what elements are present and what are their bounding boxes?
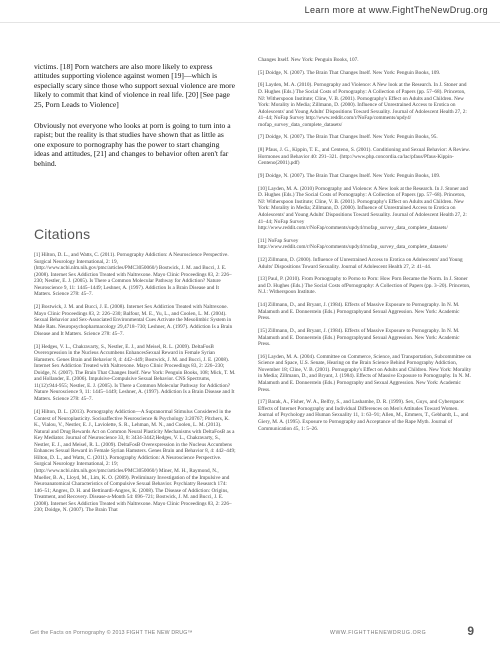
website-link[interactable]: Learn more at www.FightTheNewDrug.org	[304, 5, 488, 15]
citation-item: [16] Layden, M. A. (2004). Committee on Commerce, Science, and Transportation, Subcommittee on Science and Space, U.S. Senate, Hearing on the Brain Science Behind Pornography Addiction, November 18; Cline, V. B. (2001). Pornography's Effect on Adults and Children. New York: Morality in Media; Zillmann, D., and Bryant, J. (1984). Effects of Massive Exposure to Pornography. In N. M. Malamuth and E. Donnerstein (Eds.) Pornography and Sexual Aggression. New York: Academic Press.	[258, 353, 472, 393]
intro-paragraph-2: Obviously not everyone who looks at porn is going to turn into a rapist; but the reality is that studies have shown that as little as one exposure to pornography has the power to start changing ideas and attitudes, [21] and changes to behavior often aren't far behind.	[34, 121, 231, 168]
citation-item: [13] Paul, P. (2010). From Pornography to Porno to Porn: How Porn Became the Norm. In J. Stoner and D. Hughes (Eds.) The Social Costs ofPornography: A Collection of Papers (pp. 3–20). Princeton, N.J.: Witherspoon Institute.	[258, 276, 471, 296]
right-column	[258, 57, 472, 438]
citation-item: [9] Doidge, N. (2007). The Brain That Changes Itself. New York: Penguin Books, 109.	[258, 173, 441, 180]
citation-item: [17] Barak, A., Fisher, W. A., Belfry, S., and Lashambe, D. R. (1999). Sex, Guys, and Cyberspace: Effects of Internet Pornography and Individual Differences on Men's Attitudes Toward Women. Journal of Psychology and Human Sexuality 11, 1: 63–91; Allen, M., Emmers, T., Gebhardt, L., and Giery, M. A. (1995). Exposure to Pornography and Acceptance of the Rape Myth. Journal of Communication 45, 1: 5–26.	[258, 399, 469, 432]
citation-item: [6] Layden, M. A. (2010). Pornography and Violence: A New look at the Research. In J. Stoner and D. Hughes (Eds.) The Social Costs of Pornography: A Collection of Papers (pp. 57–68). Princeton, NJ: Witherspoon Institute; Cline, V. B. (2001). Pornography's Effect on Adults and Children. New York: Morality in Media; Zillmann, D. (2000). Influence of Unrestrained Access to Erotica on Adolescents' and Young Adults' Dispositions Toward Sexuality. Journal of Adolescent Health 27, 2: 41–44; NoFap Survey http://www.reddit.com/r/NoFap/comments/updy4/ rnofap_survey_data_complete_datasets/	[258, 82, 467, 128]
citation-item: [3] Hedges, V. L., Chakravarty, S., Nestler, E. J., and Meisel, R. L. (2009). DeltaFosB Overexpression in the Nucleus Accumbens EnhancesSexual Reward in Female Syrian Hamsters. Genes Brain and Behavior 8, 4: 442–449; Bostwick, J. M. and Bucci, J. E. (2008). Internet Sex Addiction Treated with Naltrexone. Mayo Clinic Proceedings 83, 2: 226–230; Doidge, N. (2007). The Brain That Changes Itself. New York: Penguin Books, 108; Mick, T. M. and Hollander, E. (2006). Impulsive-Compulsive Sexual Behavior. CNS Spectrums, 11(12):944-955; Nestler, E. J. (2005). Is There a Common Molecular Pathway for Addiction? Nature Neuroscience 9, 11: 1445–1449; Leshner, A. (1997). Addiction Is a Brain Disease and It Matters. Science 278: 45–7.	[34, 343, 236, 402]
left-column	[34, 62, 236, 520]
citation-item: [10] Layden, M. A. (2010) Pornography and Violence: A New look at the Research. In J. Stoner and D. Hughes (Eds.) The Social Costs of Pornography: A Collection of Papers (pp. 57–68). Princeton, NJ: Witherspoon Institute; Cline, V. B. (2001). Pornography's Effect on Adults and Children. New York: Morality in Media; Zillmann, D. (2000). Influence of Unrestrained Access to Erotica on Adolescents' and Young Adults' Dispositions Toward Sexuality. Journal of Adolescent Health 27, 2: 41–44; NoFap Survey http://www.reddit.com/r/NoFap/comments/updy4/rnofap_survey_data_complete_datasets/	[258, 185, 468, 232]
page-number: 9	[467, 624, 474, 638]
citation-item: [15] Zillmann, D., and Bryant, J. (1984). Effects of Massive Exposure to Pornography. In N. M. Malamuth and E. Donnerstein (Eds.) Pornographyand Sexual Aggression. New York: Academic Press.	[258, 328, 460, 348]
citation-item: [11] NoFap Survey http://www.reddit.com/r/NoFap/comments/updy4/rnofap_survey_data_complete_datasets/	[258, 237, 448, 251]
footer-website: WWW.FIGHTTHENEWDRUG.ORG	[330, 630, 427, 636]
intro-paragraph-1: victims. [18] Porn watchers are also more likely to express attitudes supporting violence against women [19]—which is especially scary since those who support sexual violence are more likely to commit that kind of violence in real life. [20] [See page 25, Porn Leads to Violence]	[34, 62, 235, 109]
page-footer	[0, 623, 500, 647]
citation-item: [8] Pfaus, J. G., Kippin, T. E., and Centeno, S. (2001). Conditioning and Sexual Behavior: A Review. Hormones and Behavior 40: 291–321. (http://www.php.concordia.ca/lac/pfaus/Pfaus-Kippin-Centeno(2001).pdf)	[258, 147, 471, 167]
citation-item: [7] Doidge, N. (2007). The Brain That Changes Itself. New York: Penguin Books, 95.	[258, 134, 438, 141]
citation-item: [14] Zillmann, D., and Bryant, J. (1984). Effects of Massive Exposure to Pornography. In N. M. Malamuth and E. Donnerstein (Eds.) Pornographyand Sexual Aggression. New York: Academic Press.	[258, 302, 460, 322]
citation-item: [12] Zillmann, D. (2000). Influence of Unrestrained Access to Erotica on Adolescents' and Young Adults' Dispositions Toward Sexuality. Journal of Adolescent Health 27, 2: 41–44.	[258, 257, 463, 270]
citation-item: [4] Hilton, D. L. (2013). Pornography Addiction—A Supranormal Stimulus Considered in the Context of Neuroplasticity. Socioaffective Neuroscience & Psychology 3:20767; Pitchers, K. K., Vialou, V., Nestler, E. J., Laviolette, S. R., Lehman, M. N., and Coolen, L. M. (2013). Natural and Drug Rewards Act on Common Neural Plasticity Mechanisms with DeltaFosB as a Key Mediator. Journal of Neuroscience 33, 8: 3434-3442;Hedges, V. L., Chakravarty, S., Nestler, E. J., and Meisel, R. L. (2009). DeltaFosB Overexpression in the Nucleus Accumbens Enhances Sexual Reward in Female Syrian Hamsters. Genes Brain and Behavior 8, 4: 442–449; Hilton, D. L., and Watts, C. (2011). Pornography Addiction: A Neuroscience Perspective. Surgical Neurology International, 2: 19; (http://www.ncbi.nlm.nih.gov/pmc/articles/PMC3050060/) Miner, M. H., Raymond, N., Mueller, B. A., Lloyd, M., Lim, K. O. (2009). Preliminary Investigation of the Impulsive and Neuroanatomical Characteristics of Compulsive Sexual Behavior. Psychiatry Research 174: 146–51; Angres, D. H. and Bettinardi-Angres, K. (2008). The Disease of Addiction: Origins, Treatment, and Recovery. Disease-a-Month 54: 696–721; Bostwick, J. M. and Bucci, J. E. (2008). Internet Sex Addiction Treated with Naltrexone. Mayo Clinic Proceedings 83, 2: 226–230; Doidge, N. (2007). The Brain That	[34, 409, 236, 514]
footer-copyright: Get the Facts on Pornography © 2013 FIGHT THE NEW DRUG™	[30, 630, 193, 636]
citation-item: [2] Bostwick, J. M. and Bucci, J. E. (2008). Internet Sex Addiction Treated with Naltrexone. Mayo Clinic Proceedings 83, 2: 226–230; Balfour, M. E., Yu, L., and Coolen, L. M. (2004). Sexual Behavior and Sex-Associated Environmental Cues Activate the Mesolimbic System in Male Rats. Neuropsychopharmacology 29,4718–730; Leshner, A. (1997). Addiction Is a Brain Disease and It Matters. Science 278: 45–7.	[34, 304, 233, 337]
citation-item: [1] Hilton, D. L., and Watts, C. (2011). Pornography Addiction: A Neuroscience Perspective. Surgical Neurology International, 2: 19, (http://www.ncbi.nlm.nih.gov/pmc/articles/PMC3050060/) Bostwick, J. M. and Bucci, J. E. (2008). Internet Sex Addiction Treated with Naltrexone. Mayo Clinic Proceedings 83, 2: 226–230; Nestler, E. J. (2005). Is There a Common Molecular Pathway for Addiction? Nature Neuroscience 9, 11: 1445–1449; Leshner, A. (1997). Addiction Is a Brain Disease and It Matters. Science 278: 45–7.	[34, 252, 232, 298]
citation-item: [5] Doidge, N. (2007). The Brain That Changes Itself. New York: Penguin Books, 109.	[258, 69, 441, 76]
citations-heading: Citations	[34, 226, 91, 243]
citation-item: Changes Itself. New York: Penguin Books, 107.	[258, 57, 359, 63]
header-bar	[0, 0, 500, 23]
